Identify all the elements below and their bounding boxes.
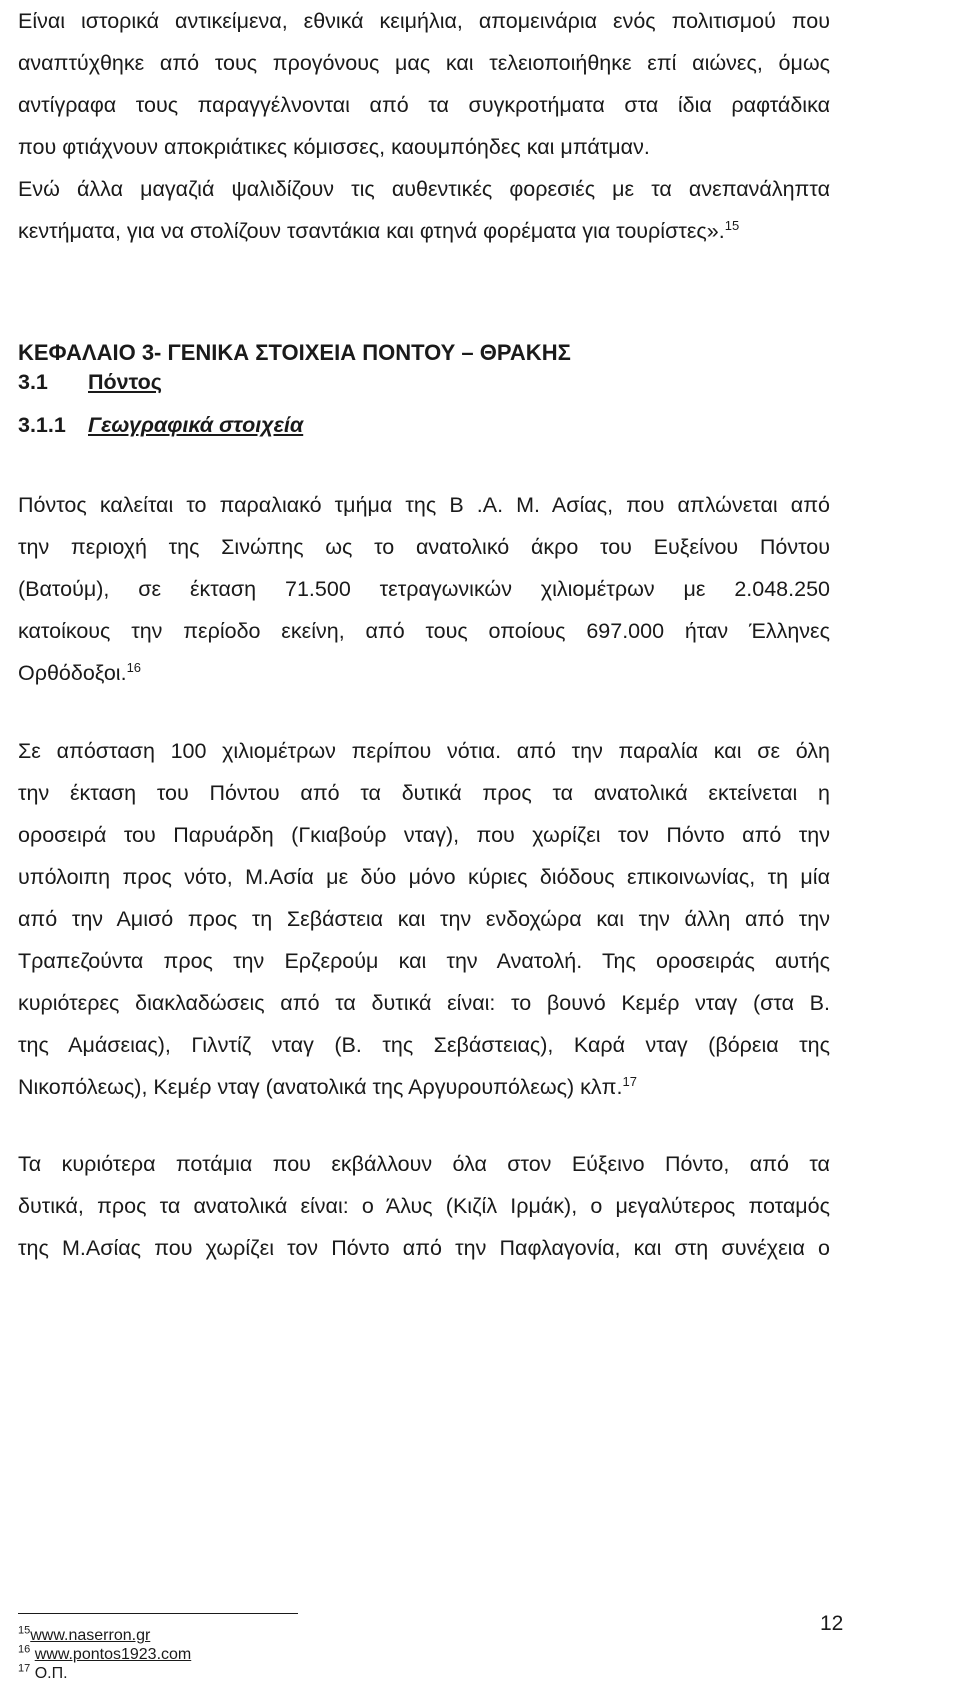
- text-line: την έκταση του Πόντου από τα δυτικά προς τα ανατολικά εκτείνεται η: [18, 781, 830, 805]
- text-line: την περιοχή της Σινώπης ως το ανατολικό άκρο του Ευξείνου Πόντου: [18, 535, 830, 559]
- text-line: οροσειρά του Παρυάρδη (Γκιαβούρ νταγ), που χωρίζει τον Πόντο από την: [18, 823, 830, 847]
- text-line: που φτιάχνουν αποκριάτικες κόμισσες, καουμπόηδες και μπάτμαν.: [18, 135, 650, 159]
- section-number: 3.1: [18, 370, 48, 394]
- text-line: Τα κυριότερα ποτάμια που εκβάλλουν όλα στον Εύξεινο Πόντο, από τα: [18, 1152, 830, 1176]
- section-title: Πόντος: [88, 370, 162, 394]
- text-line: κατοίκους την περίοδο εκείνη, από τους οποίους 697.000 ήταν Έλληνες: [18, 619, 830, 643]
- footnote-ref: 17: [622, 1073, 637, 1089]
- subsection-title: Γεωγραφικά στοιχεία: [88, 413, 304, 437]
- text-line: της Αμάσειας), Γιλντίζ νταγ (Β. της Σεβάστειας), Καρά νταγ (βόρεια της: [18, 1033, 830, 1057]
- text-line: κυριότερες διακλαδώσεις από τα δυτικά είναι: το βουνό Κεμέρ νταγ (στα Β.: [18, 991, 830, 1015]
- paragraph-pontos-definition: [18, 484, 830, 694]
- footnote-ref: 16: [126, 659, 142, 675]
- text-line: Ορθόδοξοι.$^{16}$: [18, 659, 142, 685]
- text-line: Ενώ άλλα μαγαζιά ψαλιδίζουν τις αυθεντικές φορεσιές με τα ανεπανάληπτα: [18, 177, 830, 201]
- footnote-17: $^{17}$ Ο.Π.: [18, 1662, 68, 1682]
- text-line: αντίγραφα τους παραγγέλνονται από τα συγκροτήματα στα ίδια ραφτάδικα: [18, 93, 830, 117]
- footnote-divider: [18, 1613, 298, 1614]
- footnote-15: $^{15}$www.naserron.gr: [18, 1624, 151, 1644]
- footnote-16: $^{16}$ www.pontos1923.com: [18, 1643, 192, 1663]
- text-line: της Μ.Ασίας που χωρίζει τον Πόντο από την Παφλαγονία, και στη συνέχεια ο: [18, 1236, 830, 1260]
- subsection-heading: [18, 413, 303, 438]
- page-number: 12: [820, 1612, 844, 1635]
- text-line: (Βατούμ), σε έκταση 71.500 τετραγωνικών χιλιομέτρων με 2.048.250: [18, 577, 830, 601]
- text-line: από την Αμισό προς τη Σεβάστεια και την ενδοχώρα και την άλλη από την: [18, 907, 830, 931]
- text-line: υπόλοιπη προς νότο, Μ.Ασία με δύο μόνο κύριες διόδους επικοινωνίας, τη μία: [18, 865, 830, 889]
- paragraph-rivers: [18, 1143, 830, 1269]
- paragraph-mountains: [18, 730, 830, 1108]
- section-heading: [18, 370, 162, 395]
- text-line: αναπτύχθηκε από τους προγόνους μας και τελειοποιήθηκε επί αιώνες, όμως: [18, 51, 830, 75]
- text-line: Τραπεζούντα προς την Ερζερούμ και την Ανατολή. Της οροσειράς αυτής: [18, 949, 830, 973]
- chapter-heading: ΚΕΦΑΛΑΙΟ 3- ΓΕΝΙΚΑ ΣΤΟΙΧΕΙΑ ΠΟΝΤΟΥ – ΘΡΑΚΗΣ: [18, 340, 571, 365]
- text-line: Νικοπόλεως), Κεμέρ νταγ (ανατολικά της Αργυρουπόλεως) κλπ.$^{17}$: [18, 1073, 637, 1099]
- text-line: Σε απόσταση 100 χιλιομέτρων περίπου νότια. από την παραλία και σε όλη: [18, 739, 830, 763]
- intro-paragraph: [18, 0, 830, 252]
- footnote-link[interactable]: www.naserron.gr: [30, 1627, 151, 1644]
- subsection-number: 3.1.1: [18, 413, 66, 437]
- footnote-ref: 15: [724, 217, 740, 233]
- text-line: δυτικά, προς τα ανατολικά είναι: ο Άλυς (Κιζίλ Ιρμάκ), ο μεγαλύτερος ποταμός: [18, 1194, 830, 1218]
- text-line: Είναι ιστορικά αντικείμενα, εθνικά κειμήλια, απομεινάρια ενός πολιτισμού που: [18, 9, 830, 33]
- text-line: κεντήματα, για να στολίζουν τσαντάκια και φτηνά φορέματα για τουρίστες».$^{15}$: [18, 217, 740, 243]
- text-line: Πόντος καλείται το παραλιακό τμήμα της Β .Α. Μ. Ασίας, που απλώνεται από: [18, 493, 830, 517]
- footnotes: [18, 1626, 191, 1683]
- footnote-link[interactable]: www.pontos1923.com: [34, 1646, 192, 1663]
